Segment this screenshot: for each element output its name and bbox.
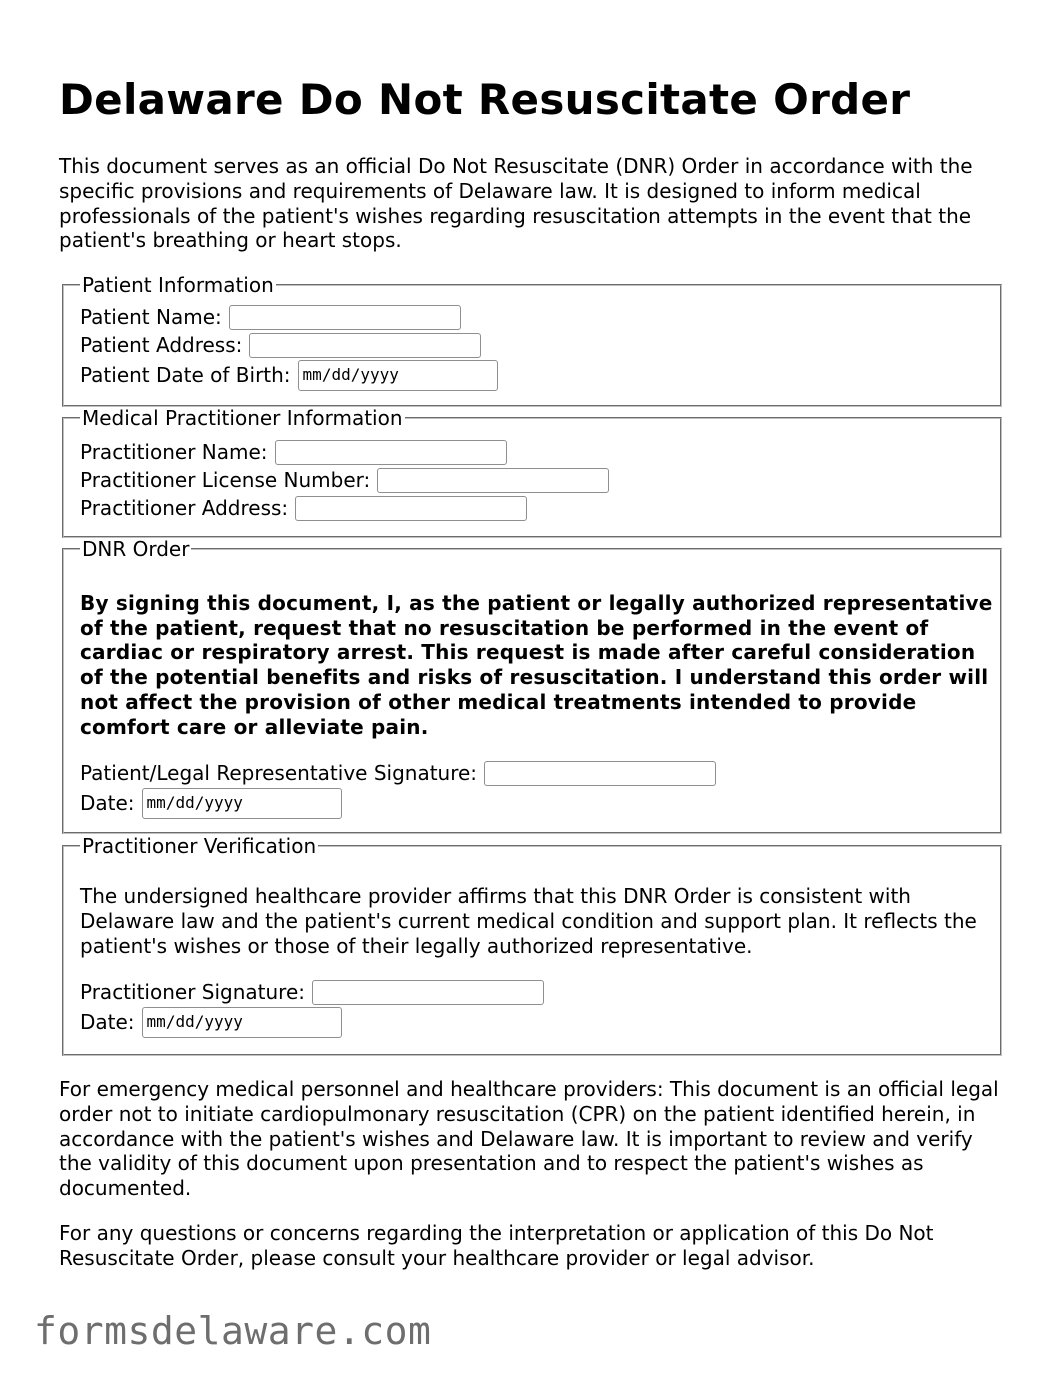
page-title: Delaware Do Not Resuscitate Order	[59, 75, 911, 124]
practitioner-information-section	[62, 406, 1002, 538]
practitioner-address-input[interactable]	[295, 496, 527, 521]
dnr-date-row	[80, 787, 1000, 819]
patient-address-row	[80, 331, 1000, 359]
patient-dob-row	[80, 359, 1000, 391]
dnr-order-section	[62, 537, 1002, 834]
practitioner-signature-input[interactable]	[312, 980, 544, 1005]
verification-date-label: Date:	[80, 1010, 135, 1035]
practitioner-name-input[interactable]	[275, 440, 507, 465]
dnr-date-input[interactable]: mm/dd/yyyy	[142, 788, 342, 819]
dnr-order-legend: DNR Order	[82, 537, 190, 561]
patient-address-label: Patient Address:	[80, 333, 243, 357]
patient-name-row	[80, 303, 1000, 331]
questions-note: For any questions or concerns regarding the interpretation or application of this Do Not Resuscitate Order, please consult your healthcare provider or legal advisor.	[59, 1221, 934, 1270]
practitioner-verification-legend: Practitioner Verification	[82, 834, 317, 858]
practitioner-license-label: Practitioner License Number:	[80, 468, 371, 492]
patient-information-legend: Patient Information	[82, 273, 274, 297]
intro-paragraph: This document serves as an official Do Not Resuscitate (DNR) Order in accordance with the specific provisions and requirements of Delaware law. It is designed to inform medical professionals of the patient's wishes regarding resuscitation attempts in the event that the patient's breathing or heart stops.	[59, 154, 973, 253]
practitioner-signature-row	[80, 978, 1000, 1006]
emergency-note: For emergency medical personnel and healthcare providers: This document is an official legal order not to initiate cardiopulmonary resuscitation (CPR) on the patient identified herein, in accordance with the patient's wishes and Delaware law. It is important to review and verify the validity of this document upon presentation and to respect the patient's wishes as documented.	[59, 1077, 999, 1201]
practitioner-license-row	[80, 466, 1000, 494]
verification-statement: The undersigned healthcare provider affirms that this DNR Order is consistent with Delaware law and the patient's current medical condition and support plan. It reflects the patient's wishes or those of their legally authorized representative.	[80, 884, 977, 958]
patient-signature-input[interactable]	[484, 761, 716, 786]
patient-name-input[interactable]	[229, 305, 461, 330]
watermark-text: formsdelaware.com	[34, 1309, 432, 1353]
patient-signature-row	[80, 759, 1000, 787]
patient-name-label: Patient Name:	[80, 305, 222, 329]
verification-date-row	[80, 1006, 1000, 1038]
practitioner-address-label: Practitioner Address:	[80, 496, 289, 520]
patient-signature-label: Patient/Legal Representative Signature:	[80, 761, 478, 786]
dnr-date-label: Date:	[80, 791, 135, 816]
practitioner-information-legend: Medical Practitioner Information	[82, 406, 403, 430]
practitioner-name-row	[80, 438, 1000, 466]
patient-address-input[interactable]	[249, 333, 481, 358]
practitioner-signature-label: Practitioner Signature:	[80, 980, 305, 1005]
practitioner-license-input[interactable]	[377, 468, 609, 493]
patient-dob-label: Patient Date of Birth:	[80, 363, 291, 387]
patient-information-section	[62, 273, 1002, 407]
dnr-order-statement: By signing this document, I, as the patient or legally authorized representative of the patient, request that no resuscitation be performed in the event of cardiac or respiratory arrest. This request is made after careful consideration of the potential benefits and risks of resuscitation. I understand this order will not affect the provision of other medical treatments intended to provide comfort care or alleviate pain.	[80, 591, 993, 739]
verification-date-input[interactable]: mm/dd/yyyy	[142, 1007, 342, 1038]
patient-dob-input[interactable]: mm/dd/yyyy	[298, 360, 498, 391]
practitioner-address-row	[80, 494, 1000, 522]
practitioner-name-label: Practitioner Name:	[80, 440, 268, 464]
practitioner-verification-section	[62, 834, 1002, 1056]
